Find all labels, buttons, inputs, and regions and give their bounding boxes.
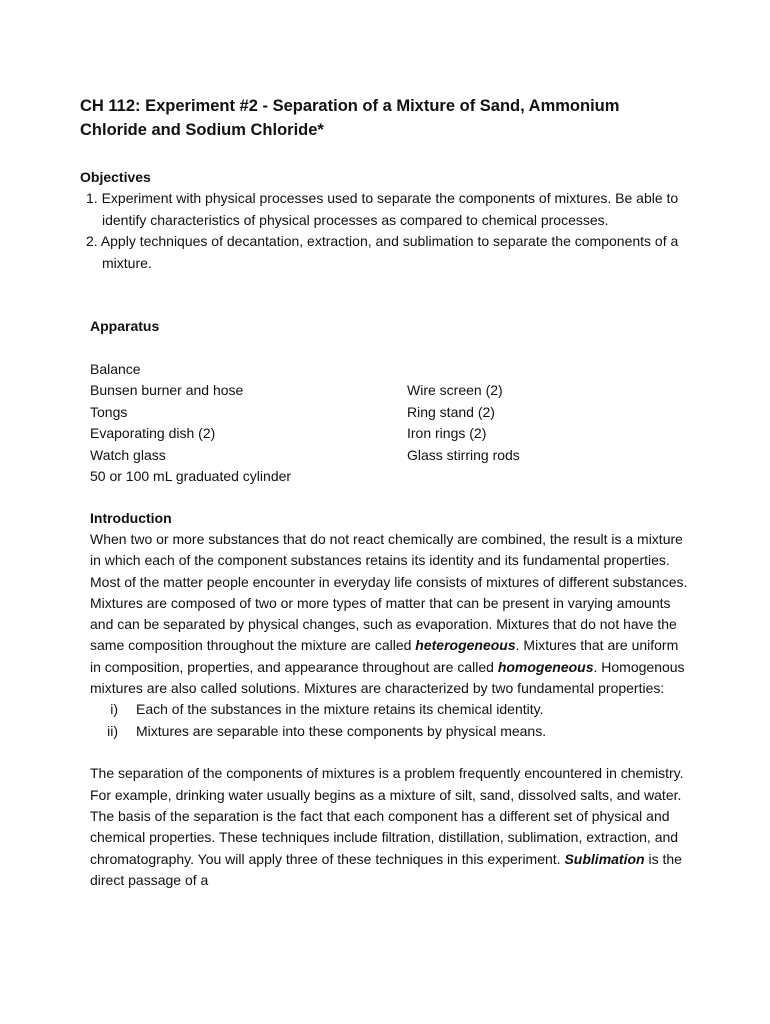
list-number: i): [110, 701, 118, 718]
list-number: ii): [107, 722, 118, 739]
list-item: [90, 721, 690, 742]
objective-item: 2. Apply techniques of decantation, extraction, and sublimation to separate the components of a mixture.: [86, 233, 679, 271]
term-sublimation: Sublimation: [564, 850, 645, 867]
paragraph-text: is the direct passage of a: [90, 850, 682, 888]
apparatus-item: Evaporating dish (2): [90, 425, 216, 441]
term-heterogeneous: heterogeneous: [415, 637, 516, 654]
apparatus-section: [90, 316, 690, 489]
objectives-heading: Objectives: [80, 169, 151, 185]
apparatus-item: Tongs: [90, 403, 128, 420]
apparatus-item: Glass stirring rods: [407, 446, 520, 463]
apparatus-column-left: [90, 359, 291, 488]
separation-paragraph: [90, 763, 690, 891]
objective-item: 1. Experiment with physical processes used to separate the components of mixtures. Be able to identify characteristics of physical processes as compared to chemical processes.: [86, 190, 679, 228]
apparatus-item: Wire screen (2): [407, 382, 503, 398]
apparatus-item: 50 or 100 mL graduated cylinder: [90, 468, 292, 484]
list-text: Mixtures are separable into these components by physical means.: [136, 722, 547, 739]
introduction-section: [90, 508, 690, 891]
apparatus-item: Watch glass: [90, 446, 166, 463]
introduction-paragraph: [90, 529, 690, 699]
introduction-heading: Introduction: [90, 510, 172, 526]
properties-list: [90, 699, 690, 742]
paragraph-text: . Mixtures that are uniform in composition, properties, and appearance throughout are called: [90, 637, 679, 675]
apparatus-item: Balance: [90, 360, 141, 377]
apparatus-item: Bunsen burner and hose: [90, 382, 244, 398]
apparatus-column-right: [407, 380, 520, 466]
apparatus-heading: Apparatus: [90, 318, 160, 334]
term-homogeneous: homogeneous: [497, 658, 594, 675]
list-item: [90, 699, 690, 720]
list-text: Each of the substances in the mixture retains its chemical identity.: [136, 701, 544, 718]
objectives-section: [80, 167, 680, 274]
paragraph-text: When two or more substances that do not react chemically are combined, the result is a mixture in which each of the component substances retains its identity and its fundamental properties. Most of the matter people encounter in everyday life consists of mixtures of different substances. Mixtures are composed of two or more types of matter that can be present in varying amounts and can be separated by physical changes, such as evaporation. Mixtures that do not have the same composition throughout the mixture are called: [90, 531, 688, 654]
document-title: CH 112: Experiment #2 - Separation of a Mixture of Sand, Ammonium Chloride and Sodium Chloride*: [80, 97, 620, 139]
paragraph-text: . Homogenous mixtures are also called solutions. Mixtures are characterized by two fundamental properties:: [90, 658, 685, 697]
apparatus-item: Iron rings (2): [407, 425, 487, 441]
apparatus-item: Ring stand (2): [407, 403, 495, 420]
paragraph-text: The separation of the components of mixtures is a problem frequently encountered in chemistry. For example, drinking water usually begins as a mixture of silt, sand, dissolved salts, and water. The basis of the separation is the fact that each component has a different set of physical and chemical properties. These techniques include filtration, distillation, sublimation, extraction, and chromatography. You will apply three of these techniques in this experiment.: [90, 765, 684, 867]
apparatus-list: [90, 359, 690, 489]
